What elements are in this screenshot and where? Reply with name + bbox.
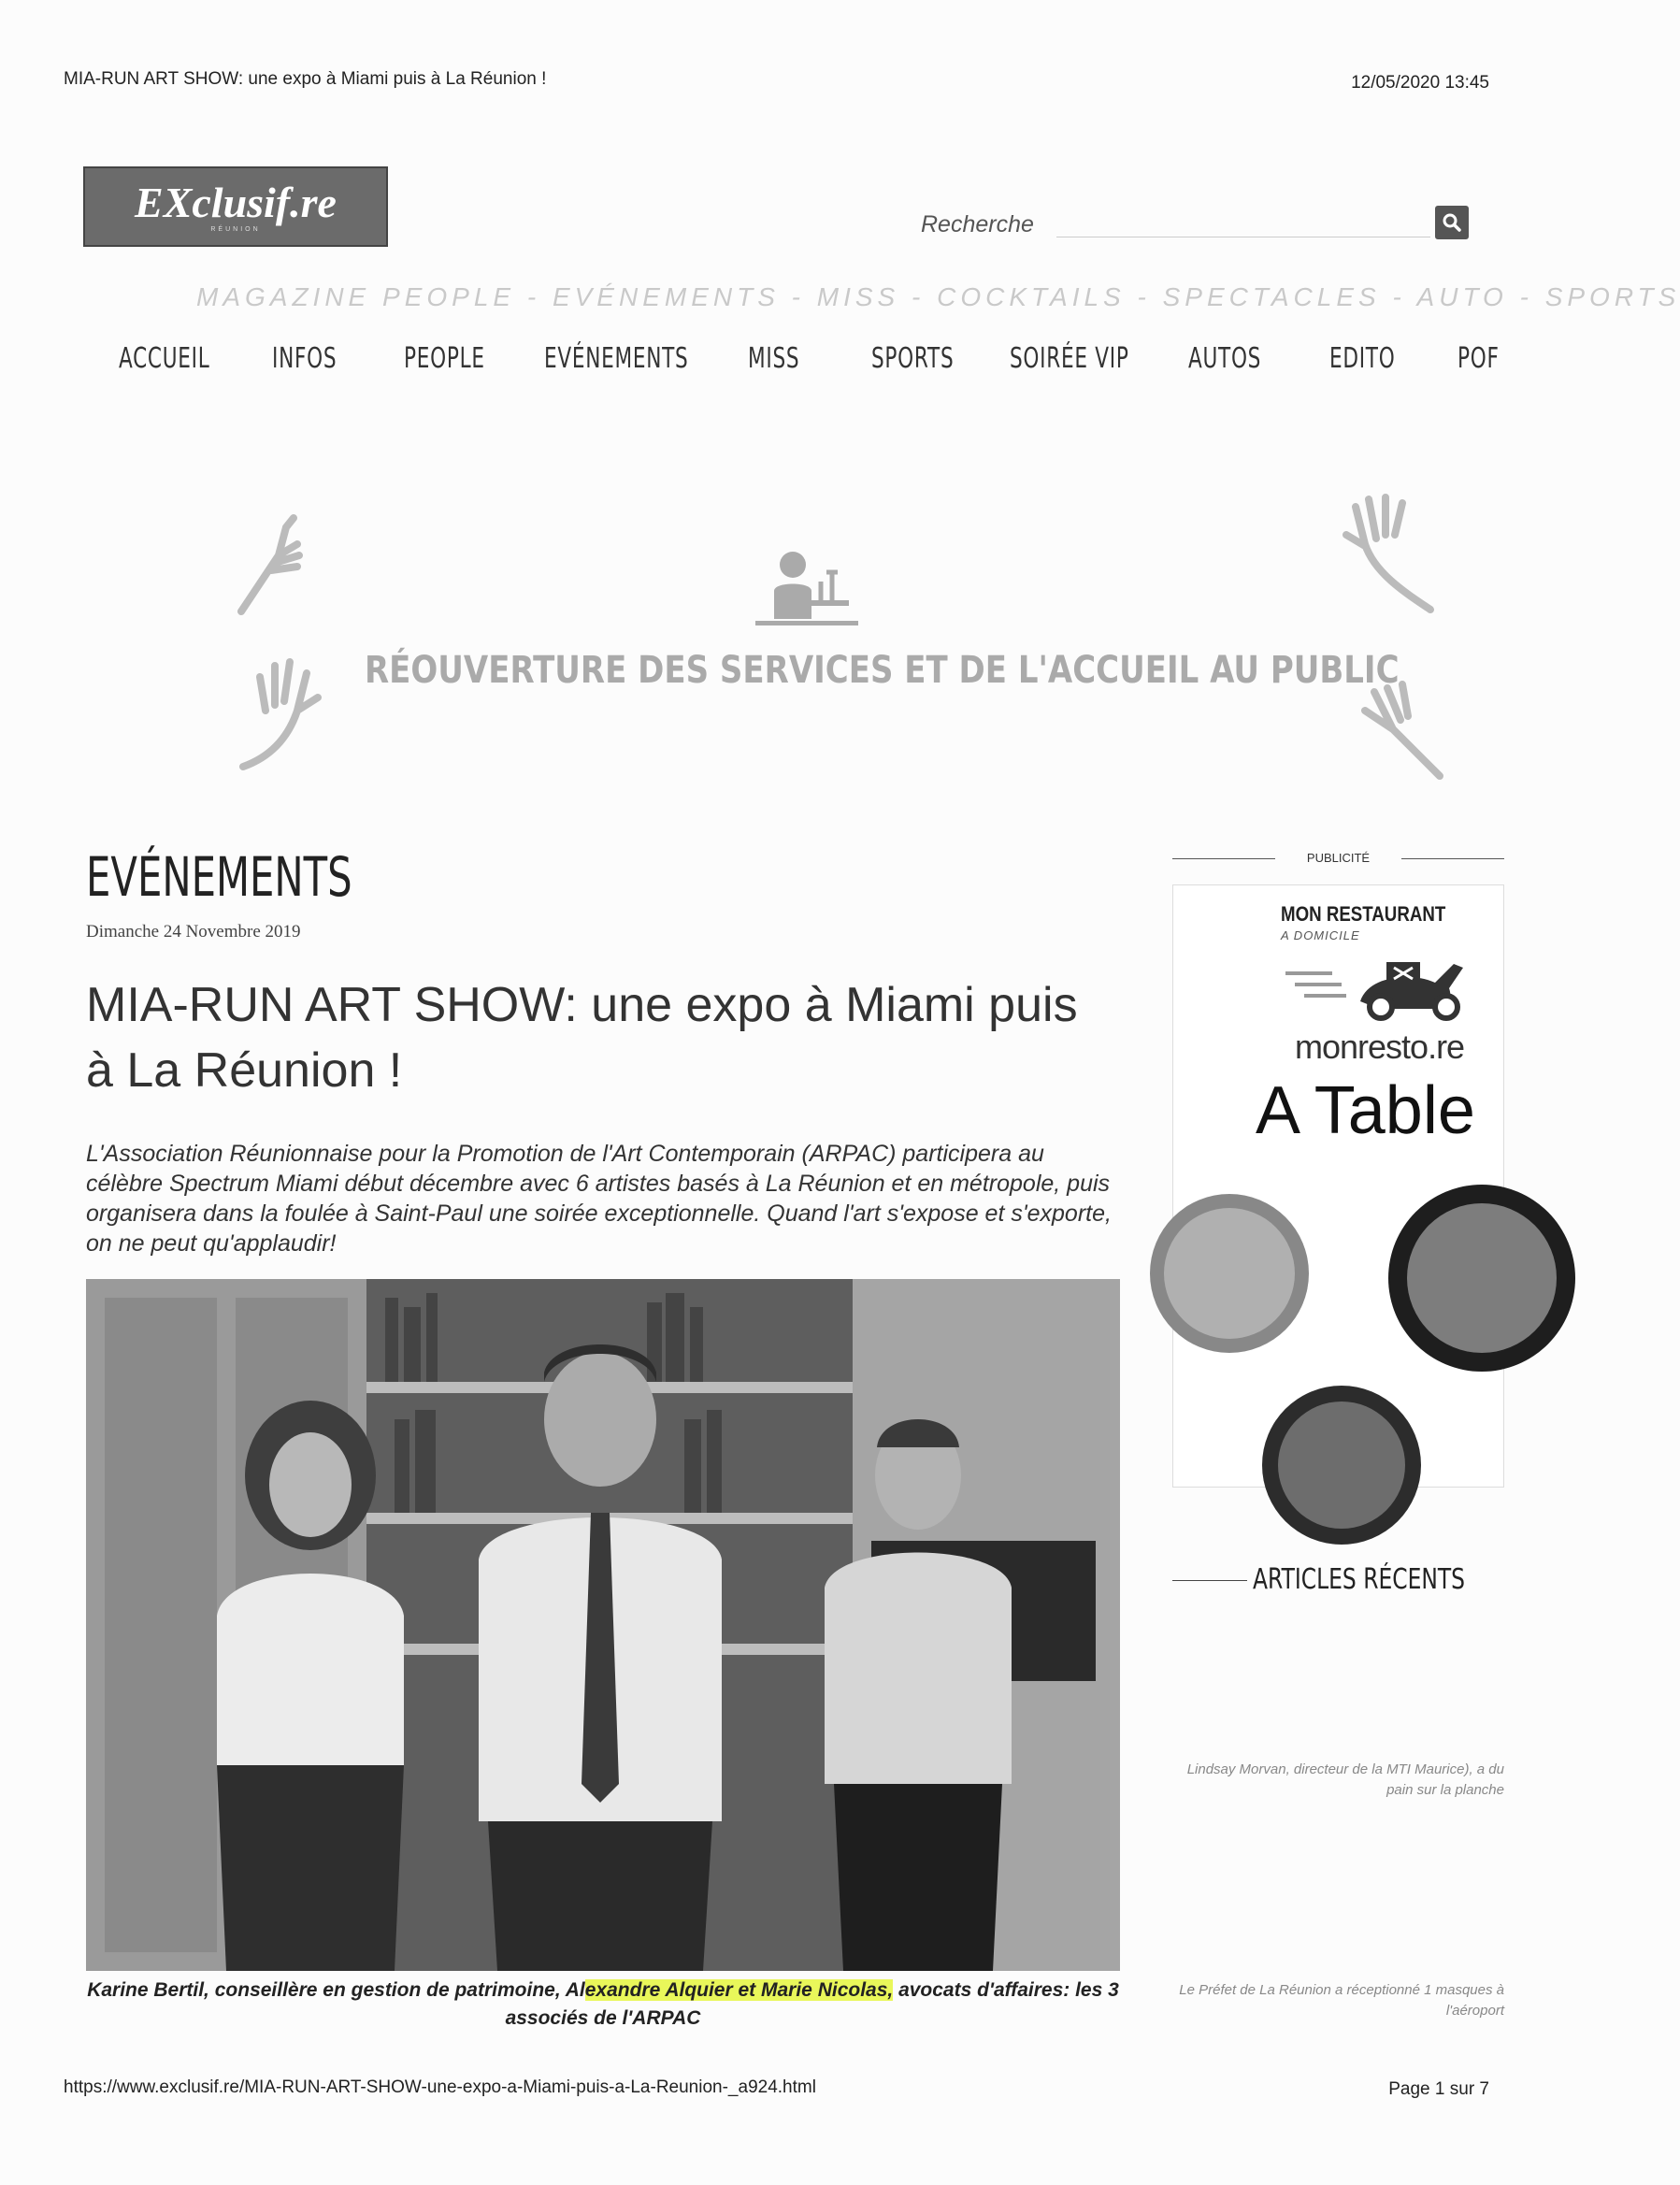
caption-highlight: exandre Alquier et Marie Nicolas, [584, 1979, 894, 2001]
print-header-datetime: 12/05/2020 13:45 [1351, 73, 1489, 93]
nav-item-people[interactable]: PEOPLE [404, 342, 485, 375]
search-input[interactable] [1056, 204, 1430, 237]
ad-site-text: monresto.re [1295, 1028, 1465, 1066]
search-label: Recherche [921, 211, 1034, 237]
caption-text-start: Karine Bertil, conseillère en gestion de patrimoine, Al [87, 1979, 585, 2001]
photo-caption [86, 1977, 1120, 2033]
recent-article-item[interactable]: Lindsay Morvan, directeur de la MTI Maurice), a du pain sur la planche [1186, 1761, 1504, 1798]
nav-item-pof[interactable]: POF [1457, 342, 1500, 375]
print-footer-url: https://www.exclusif.re/MIA-RUN-ART-SHOW-une-expo-a-Miami-puis-a-La-Reunion-_a924.html [64, 2077, 816, 2097]
site-logo[interactable] [83, 166, 388, 247]
person-desk-icon [755, 544, 858, 628]
nav-item-autos[interactable]: AUTOS [1188, 342, 1262, 375]
print-footer-page: Page 1 sur 7 [1388, 2079, 1489, 2099]
ad-food-photo [1173, 1185, 1505, 1488]
reopening-banner[interactable] [224, 477, 1458, 795]
nav-item-accueil[interactable]: ACCUEIL [119, 342, 210, 375]
advertisement[interactable] [1172, 884, 1504, 1488]
scooter-icon [1276, 945, 1482, 1020]
hand-pointing-icon [232, 490, 316, 621]
hands-clap-icon [232, 645, 325, 785]
nav-item-soiree-vip[interactable]: SOIRÉE VIP [1010, 342, 1129, 375]
article-date: Dimanche 24 Novembre 2019 [86, 922, 301, 942]
article-lead: L'Association Réunionnaise pour la Promotion de l'Art Contemporain (ARPAC) participera au célèbre Spectrum Miami début décembre avec 6 artistes basés à La Réunion et en métropole, puis organisera dans la foulée à Saint-Paul une soirée exceptionnelle. Quand l'art s'expose et s'exporte, on ne peut qu'applaudir! [86, 1141, 1112, 1257]
recent-title-rule [1172, 1580, 1247, 1581]
section-title: EVÉNEMENTS [86, 845, 352, 909]
hands-clap-icon [1337, 488, 1440, 628]
article-headline: MIA-RUN ART SHOW: une expo à Miami puis à La Réunion ! [86, 978, 1078, 1098]
nav-item-edito[interactable]: EDITO [1329, 342, 1396, 375]
nav-item-miss[interactable]: MISS [748, 342, 800, 375]
print-header-title: MIA-RUN ART SHOW: une expo à Miami puis à La Réunion ! [64, 69, 547, 89]
nav-item-sports[interactable]: SPORTS [871, 342, 955, 375]
caption-text-end: avocats d'affaires: les 3 associés de l'ARPAC [505, 1979, 1119, 2029]
recent-articles-title [1172, 1563, 1504, 1596]
logo-text: EXclusif.re [135, 178, 337, 226]
main-nav [119, 342, 1512, 389]
nav-item-infos[interactable]: INFOS [272, 342, 337, 375]
ad-label: PUBLICITÉ [1172, 851, 1504, 865]
recent-title-text: ARTICLES RÉCENTS [1253, 1563, 1466, 1596]
banner-text: RÉOUVERTURE DES SERVICES ET DE L'ACCUEIL AU PUBLIC [365, 649, 1400, 692]
ad-domicile-text: A DOMICILE [1281, 928, 1360, 942]
recent-article-item[interactable]: Le Préfet de La Réunion a réceptionné 1 masques à l'aéroport [1179, 1982, 1504, 2019]
ad-restaurant-text: MON RESTAURANT [1281, 902, 1446, 926]
nav-item-evenements[interactable]: EVÉNEMENTS [544, 342, 689, 375]
photo-illustration [86, 1279, 1120, 1971]
article-photo [86, 1279, 1120, 1971]
logo-subtext: RÉUNION [210, 225, 261, 233]
site-tagline: MAGAZINE PEOPLE - EVÉNEMENTS - MISS - COCKTAILS - SPECTACLES - AUTO - SPORTS [196, 282, 1680, 311]
ad-slogan: A Table [1256, 1073, 1475, 1148]
search-button[interactable] [1435, 206, 1469, 239]
search-icon [1442, 212, 1462, 233]
